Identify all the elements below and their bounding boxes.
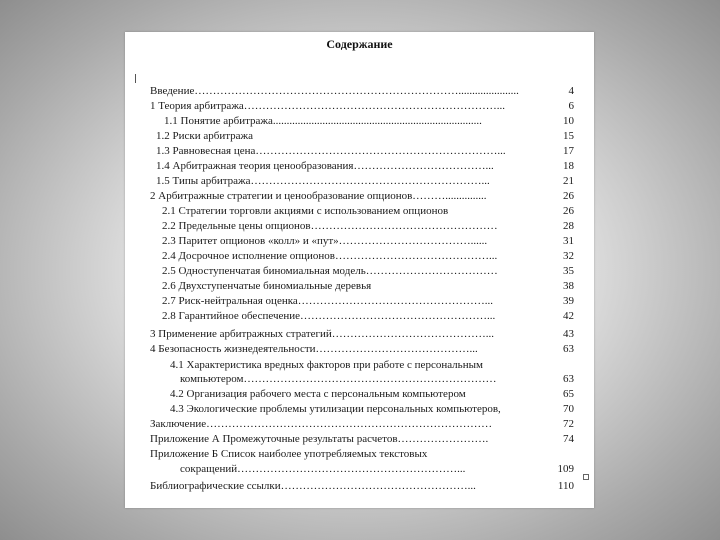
toc-entry-text: 1.3 Равновесная цена…………………………………………………………... [156,145,506,157]
toc-entry-page: 26 [563,205,574,217]
toc-entry [150,84,574,99]
toc-entry [150,402,574,417]
toc-entry-text: 2.7 Риск-нейтральная оценка……………………………………………... [162,295,494,307]
toc-entry-text: 1.4 Арбитражная теория ценообразования………………………………... [156,160,494,172]
toc-entry-text: Заключение…………………………………………………………………… [150,418,493,430]
toc-entry-text: 3 Применение арбитражных стратегий……………………………………... [150,328,495,340]
toc-entry [150,114,574,129]
toc-entry [150,309,574,324]
toc-entry [150,264,574,279]
toc-entry [150,279,574,294]
document-page [125,32,594,508]
toc-entry-text: Приложение А Промежуточные результаты расчетов……………………. [150,433,489,445]
toc-entry-page: 35 [563,265,574,277]
text-cursor [135,74,136,83]
toc-entry-page: 110 [557,480,574,492]
toc-entry [150,249,574,264]
toc-entry-page: 109 [557,463,574,475]
toc-entry [150,99,574,114]
toc-entry-page: 28 [563,220,574,232]
toc-entry-text: 4.1 Характеристика вредных факторов при работе с персональным [170,359,483,371]
toc-entry [150,327,574,342]
toc-entry-text: 2.3 Паритет опционов «колл» и «пут»………………………………...... [162,235,488,247]
toc-entry-text: 2.4 Досрочное исполнение опционов……………………………………... [162,250,498,262]
toc-entry [150,479,574,494]
toc-entry-text: 4.3 Экологические проблемы утилизации персональных компьютеров, [170,403,501,415]
toc-entry-page: 18 [563,160,574,172]
toc-entry [150,219,574,234]
toc-entry-text: Библиографические ссылки……………………………………………... [150,480,476,492]
toc-entry-text: 2.6 Двухступенчатые биномиальные деревья [162,280,372,292]
toc-entry-text: Введение………………………………………………………………...................... [150,85,519,97]
toc-entry-text: Приложение Б Список наиболее употребляемых текстовых [150,448,428,460]
toc-entry-page: 38 [563,280,574,292]
toc-entry-page: 63 [563,343,574,355]
toc-entry-page: 26 [563,190,574,202]
toc-entry-page: 43 [563,328,574,340]
toc-entry [150,129,574,144]
toc-entry-text: 4.2 Организация рабочего места с персональным компьютером [170,388,466,400]
toc-entry-page: 17 [563,145,574,157]
toc-entry [150,234,574,249]
toc-entry [150,144,574,159]
toc-entry-page: 63 [563,373,574,385]
toc-entry-text: 1.5 Типы арбитража………………………………………………………... [156,175,490,187]
toc-entry-text: сокращений……………………………………………………... [180,463,466,475]
toc-entry [150,174,574,189]
toc-entry [150,462,574,477]
toc-entry-text: 2 Арбитражные стратегии и ценообразование опционов………............... [150,190,487,202]
toc-entry-page: 72 [563,418,574,430]
toc-entry [150,387,574,402]
toc-entry-page: 21 [563,175,574,187]
toc-entry-page: 4 [568,85,574,97]
toc-entry [150,447,574,462]
toc-entry [150,159,574,174]
toc-entry-page: 31 [563,235,574,247]
toc-entry-page: 74 [563,433,574,445]
toc-entry [150,372,574,387]
toc-entry [150,189,574,204]
toc-entry-text: 1.1 Понятие арбитража............................................................................ [164,115,482,127]
toc-entry-page: 39 [563,295,574,307]
toc-entry-text: компьютером…………………………………………………………… [180,373,497,385]
toc-entry [150,358,574,373]
toc-entry-text: 2.5 Одноступенчатая биномиальная модель……………………………… [162,265,498,277]
toc-entry-text: 2.2 Предельные цены опционов…………………………………………… [162,220,498,232]
toc-entry-page: 70 [563,403,574,415]
toc-entry-page: 32 [563,250,574,262]
toc-entry-text: 4 Безопасность жизнедеятельности……………………………………... [150,343,478,355]
toc-entry [150,294,574,309]
toc-entry-text: 1 Теория арбитража……………………………………………………………... [150,100,506,112]
toc-entry-page: 65 [563,388,574,400]
toc-entry-page: 15 [563,130,574,142]
toc-entry-text: 2.1 Стратегии торговли акциями с использованием опционов [162,205,449,217]
toc-entry [150,417,574,432]
toc-entry [150,432,574,447]
toc-entry-text: 1.2 Риски арбитража [156,130,254,142]
document-title: Содержание [326,37,393,51]
toc-entry [150,342,574,357]
toc-entry-page: 6 [568,100,574,112]
toc-entry-page: 10 [563,115,574,127]
toc-entry [150,204,574,219]
toc-entry-page: 42 [563,310,574,322]
resize-handle[interactable] [583,474,589,480]
toc-entry-text: 2.8 Гарантийное обеспечение……………………………………………... [162,310,496,322]
